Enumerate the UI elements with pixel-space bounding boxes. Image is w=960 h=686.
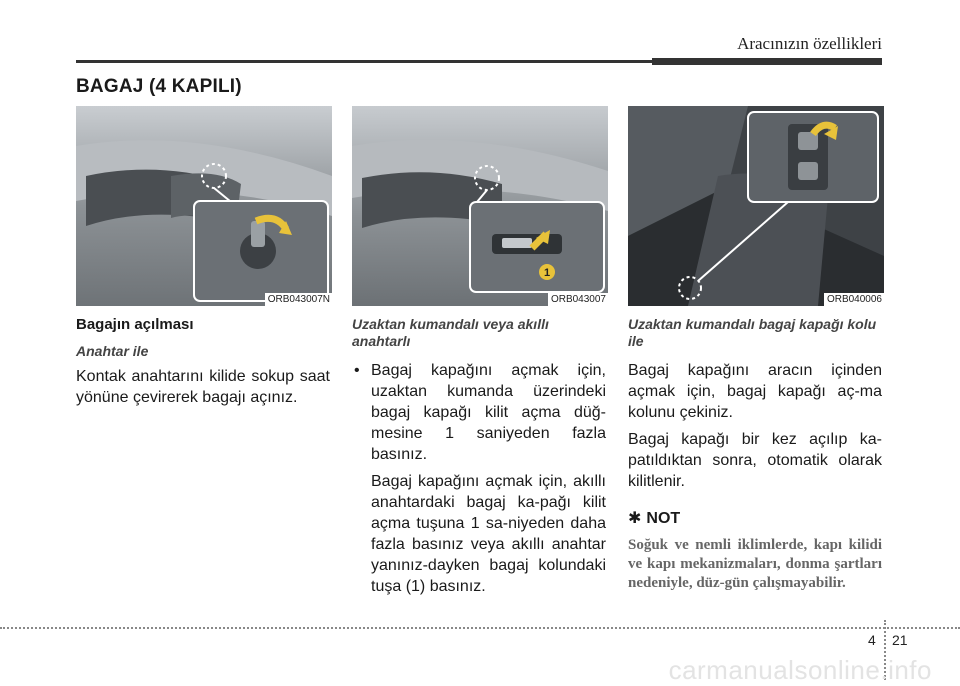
body-text: Kontak anahtarını kilide sokup saat yönüne çevirerek bagajı açınız. [76, 368, 330, 406]
figure-marker: 1 [543, 267, 551, 279]
page-chapter: 4 [868, 632, 876, 648]
header-title: Aracınızın özellikleri [737, 34, 882, 53]
subsection-subheading: Uzaktan kumandalı bagaj kapağı kolu ile [628, 316, 877, 349]
body-text: Bagaj kapağı bir kez açılıp ka-patıldıktan sonra, otomatik olarak kilitlenir. [628, 431, 882, 490]
figure-interior-lever [628, 106, 884, 306]
column-remote [352, 316, 606, 603]
figure-trunk-button [352, 106, 608, 306]
note-text: Soğuk ve nemli iklimlerde, kapı kilidi ve kapı mekanizmaları, donma şartları nedeniyle, düz-gün çalışmayabilir. [628, 537, 882, 591]
note-title-text: NOT [646, 510, 681, 527]
body-text: Bagaj kapağını açmak için, akıllı anahtardaki bagaj ka-pağı kilit açma tuşuna 1 sa-niyeden daha fazla basınız veya akıllı anahtar yanınız-dayken bagaj kolundaki tuşa (1) basınız. [371, 473, 606, 595]
column-lever [628, 316, 882, 593]
body-text: Bagaj kapağını açmak için, uzaktan kumanda üzerindeki bagaj kapağı kilit açma düğ-mesine 1 saniyeden fazla basınız. [371, 362, 606, 463]
body-text: Bagaj kapağını aracın içinden açmak için, bagaj kapağı aç-ma kolunu çekiniz. [628, 362, 882, 421]
subsection-subheading: Uzaktan kumandalı veya akıllı anahtarlı [352, 316, 549, 349]
subsection-heading: Bagajın açılması [76, 316, 194, 333]
note-star-icon: ✱ [628, 510, 642, 527]
section-title: BAGAJ (4 KAPILI) [76, 76, 242, 97]
footer-divider [0, 627, 960, 629]
figure-code: ORB043007N [265, 293, 332, 306]
figure-code: ORB043007 [548, 293, 608, 306]
figure-code: ORB040006 [824, 293, 884, 306]
header-rule-accent [652, 58, 882, 65]
column-key [76, 316, 330, 414]
bullet-item [352, 360, 606, 597]
bullet-dot: • [354, 362, 360, 379]
watermark: carmanualsonline.info [668, 655, 932, 685]
page-number: 21 [892, 632, 908, 648]
subsection-subheading: Anahtar ile [76, 343, 149, 359]
note-title [628, 508, 882, 528]
figure-key-lock [76, 106, 332, 306]
